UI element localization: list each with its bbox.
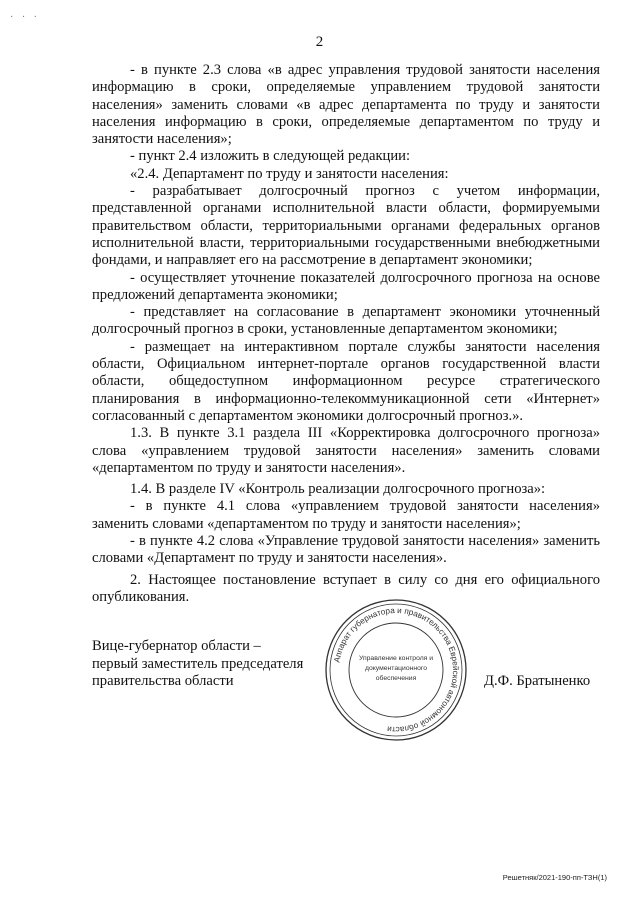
footer-reference: Решетняк/2021-190-пп-ТЗН(1): [502, 873, 607, 882]
signatory-title-line: Вице-губернатор области –: [92, 638, 261, 654]
paragraph: - разрабатывает долгосрочный прогноз с учетом информации, представленной органами исполнительной власти области, формируемыми правительством области, территориальными органами федеральных органов исполнительной власти, территориальными государственными внебюджетными фондами, и направляет его на рассмотрение в департамент экономики;: [92, 183, 600, 269]
official-stamp: [322, 596, 470, 744]
signatory-title-line: правительства области: [92, 673, 234, 689]
stamp-center-line: Управление контроля и: [358, 655, 434, 662]
paragraph: 1.3. В пункте 3.1 раздела III «Корректировка долгосрочного прогноза» слова «управлением трудовой занятости населения» заменить словами «департаментом по труду и занятости населения».: [92, 425, 600, 476]
stamp-ring-text: Аппарат губернатора и правительства Еврейской автономной области: [332, 605, 461, 735]
paragraph: - размещает на интерактивном портале службы занятости населения области, Официальном интернет-портале органов государственной власти области, общедоступном информационном ресурсе стратегического планирования в информационно-телекоммуникационной сети «Интернет» согласованный с департаментом экономики долгосрочный прогноз.».: [92, 338, 600, 424]
paragraph: - в пункте 2.3 слова «в адрес управления трудовой занятости населения информацию в сроки, определяемые управлением трудовой занятости населения» заменить словами «в адрес департамента по труду и занятости населения информацию в сроки, определяемые департаментом по труду и занятости населения»;: [92, 62, 600, 148]
paragraph: 2. Настоящее постановление вступает в силу со дня его официального опубликования.: [92, 571, 600, 605]
paragraph: - пункт 2.4 изложить в следующей редакции:: [130, 148, 411, 165]
document-body: [92, 62, 600, 606]
page-number: 2: [315, 34, 324, 50]
signatory-name: Д.Ф. Братыненко: [484, 673, 591, 689]
paragraph: - осуществляет уточнение показателей долгосрочного прогноза на основе предложений департамента экономики;: [92, 269, 600, 303]
scan-marks: · · ·: [10, 12, 40, 23]
stamp-center-line: обеспечения: [375, 675, 417, 682]
paragraph: - представляет на согласование в департамент экономики уточненный долгосрочный прогноз в сроки, установленные департаментом экономики;: [92, 304, 600, 338]
signatory-title: [92, 638, 303, 691]
paragraph: 1.4. В разделе IV «Контроль реализации долгосрочного прогноза»:: [130, 481, 546, 498]
stamp-center-line: документационного: [364, 665, 428, 672]
paragraph: - в пункте 4.1 слова «управлением трудовой занятости населения» заменить словами «департаментом по труду и занятости населения»;: [92, 498, 600, 532]
paragraph: «2.4. Департамент по труду и занятости населения:: [130, 165, 449, 182]
signatory-title-line: первый заместитель председателя: [92, 655, 304, 672]
paragraph: - в пункте 4.2 слова «Управление трудовой занятости населения» заменить словами «Департамент по труду и занятости населения».: [92, 533, 600, 567]
